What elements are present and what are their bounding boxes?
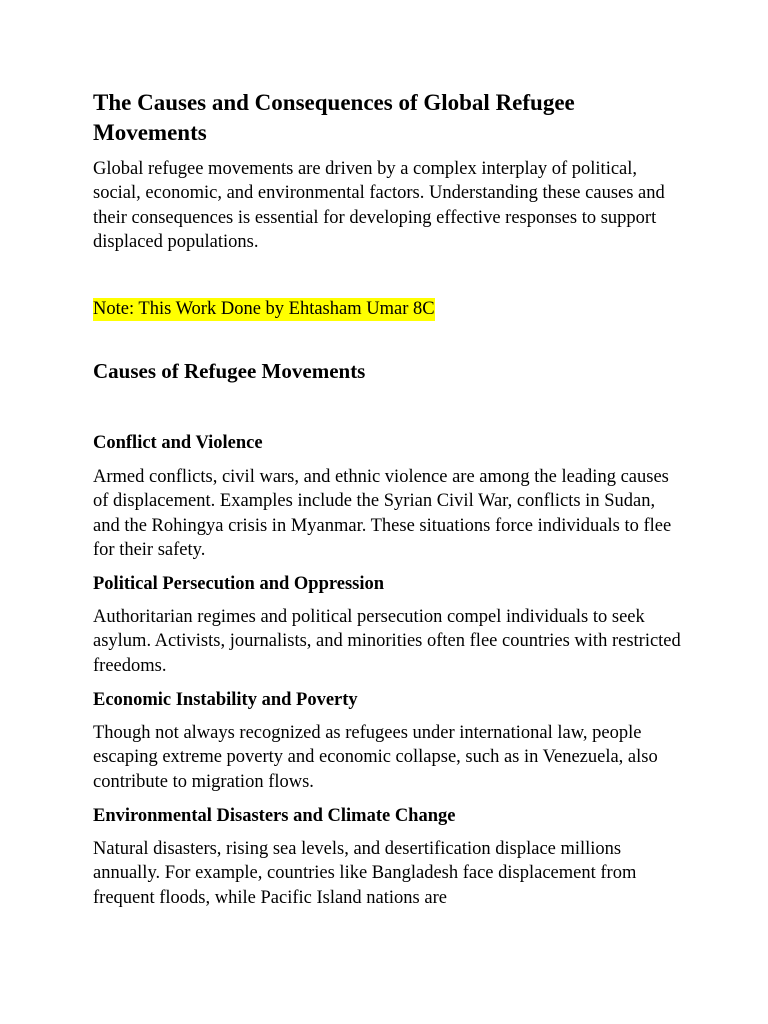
paragraph-persecution: Authoritarian regimes and political persecution compel individuals to seek asylum. Activists, journalists, and minorities often flee countries with restricted freedoms.: [93, 607, 681, 676]
section-heading: Causes of Refugee Movements: [93, 359, 366, 383]
paragraph-conflict: Armed conflicts, civil wars, and ethnic violence are among the leading causes of displacement. Examples include the Syrian Civil War, conflicts in Sudan, and the Rohingya crisis in Myanmar. These situations force individuals to flee for their safety.: [93, 467, 672, 560]
intro-paragraph: Global refugee movements are driven by a complex interplay of political, social, economic, and environmental factors. Understanding these causes and their consequences is essential for developing effective responses to support displaced populations.: [93, 159, 665, 252]
subheading-economic: Economic Instability and Poverty: [93, 690, 358, 710]
subheading-environmental: Environmental Disasters and Climate Change: [93, 806, 456, 826]
author-note-highlight: Note: This Work Done by Ehtasham Umar 8C: [93, 299, 435, 319]
author-note: [93, 297, 435, 321]
subheading-conflict: Conflict and Violence: [93, 433, 263, 453]
paragraph-economic: Though not always recognized as refugees under international law, people escaping extreme poverty and economic collapse, such as in Venezuela, also contribute to migration flows.: [93, 723, 658, 792]
subheading-persecution: Political Persecution and Oppression: [93, 574, 385, 594]
document-title: The Causes and Consequences of Global Refugee Movements: [93, 90, 575, 145]
paragraph-environmental: Natural disasters, rising sea levels, and desertification displace millions annually. For example, countries like Bangladesh face displacement from frequent floods, while Pacific Island nations are: [93, 839, 637, 908]
